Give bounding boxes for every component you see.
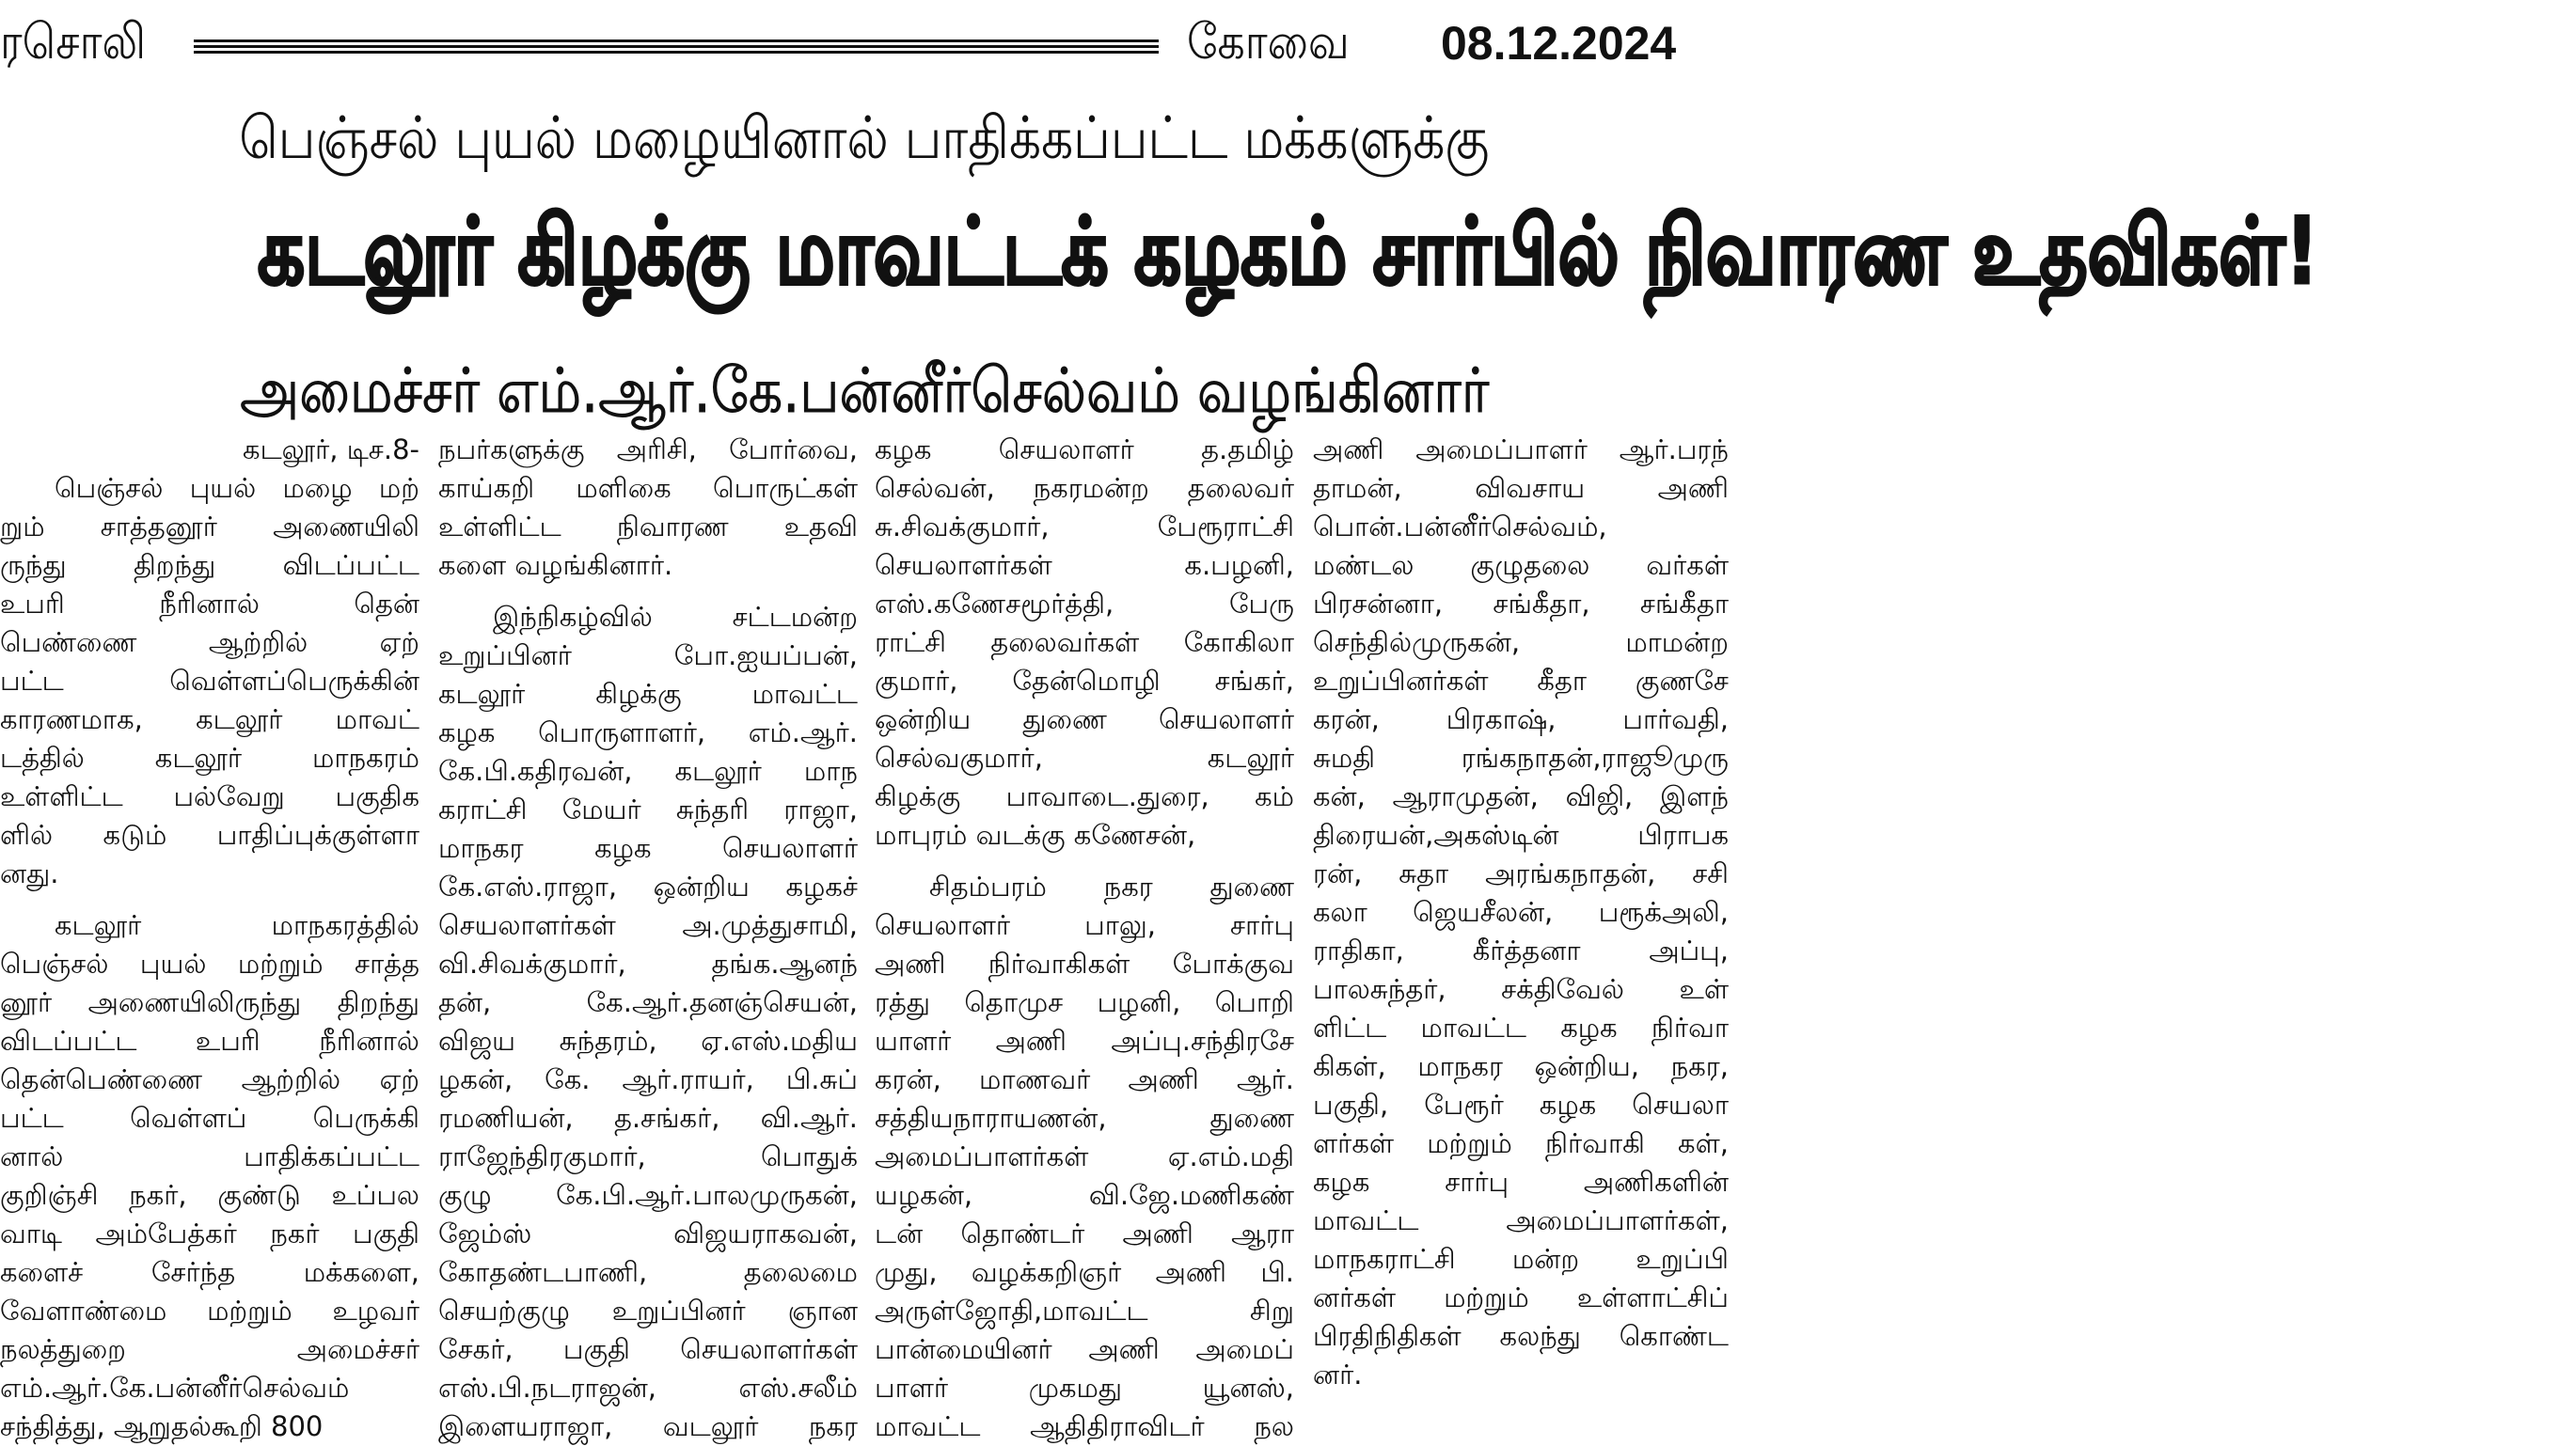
article-line: கோதண்டபாணி, தலைமை (438, 1256, 858, 1288)
article-line: கழக பொருளாளர், எம்.ஆர். (438, 716, 858, 748)
article-line: கரன், பிரகாஷ், பார்வதி, (1313, 703, 1729, 735)
article-line: பிரசன்னா, சங்கீதா, சங்கீதா (1313, 588, 1729, 620)
article-line: செயலாளர்கள் க.பழனி, (875, 549, 1294, 581)
masthead-rule (194, 39, 1159, 54)
article-line: இளையராஜா, வடலூர் நகர (438, 1410, 858, 1442)
article-line: செயற்குழு உறுப்பினர் ஞான (438, 1295, 858, 1327)
article-line: களை வழங்கினார். (438, 549, 673, 581)
article-line: ராஜேந்திரகுமார், பொதுக் (438, 1140, 858, 1172)
article-line: ளர்கள் மற்றும் நிர்வாகி கள், (1313, 1127, 1729, 1159)
paper-name: ரசொலி (0, 14, 147, 71)
article-column-1 (0, 431, 419, 1446)
headline-sub-text: அமைச்சர் எம்.ஆர்.கே.பன்னீர்செல்வம் வழங்கினார் (239, 354, 1490, 427)
article-line: ராட்சி தலைவர்கள் கோகிலா (875, 626, 1294, 658)
article-line: கலா ஜெயசீலன், பரூக்அலி, (1313, 896, 1729, 928)
article-line: ரன், சுதா அரங்கநாதன், சசி (1313, 857, 1729, 889)
article-line: மாநகராட்சி மன்ற உறுப்பி (1313, 1243, 1729, 1275)
article-line: பாளர் முகமது யூனஸ், (875, 1372, 1294, 1404)
article-line: ரத்து தொமுச பழனி, பொறி (875, 986, 1294, 1018)
article-line: அணி அமைப்பாளர் ஆர்.பரந் (1313, 433, 1729, 465)
article-line: செல்வகுமார், கடலூர் (875, 742, 1294, 774)
article-line: மாவட்ட அமைப்பாளர்கள், (1313, 1204, 1729, 1236)
article-line: பாலசுந்தர், சக்திவேல் உள் (1313, 973, 1729, 1005)
article-line: னர்கள் மற்றும் உள்ளாட்சிப் (1313, 1281, 1729, 1313)
article-line: குழு கே.பி.ஆர்.பாலமுருகன், (438, 1179, 858, 1211)
article-line: பெஞ்சல் புயல் மற்றும் சாத்த (0, 948, 419, 980)
article-line: கே.பி.கதிரவன், கடலூர் மாந (438, 755, 858, 787)
article-line: குமார், தேன்மொழி சங்கர், (875, 665, 1294, 697)
headline-main (0, 191, 2319, 313)
article-line: கடலூர் மாநகரத்தில் (55, 909, 419, 941)
article-line: அணி நிர்வாகிகள் போக்குவ (875, 948, 1294, 980)
headline-main-text: கடலூர் கிழக்கு மாவட்டக் கழகம் சார்பில் நிவாரண உதவிகள்! (257, 198, 2319, 306)
article-line: செந்தில்முருகன், மாமன்ற (1313, 626, 1729, 658)
article-line: சந்தித்து, ஆறுதல்கூறி 800 (0, 1410, 324, 1442)
article-line: திரையன்,அகஸ்டின் பிராபக (1313, 819, 1729, 851)
article-line: ஜேம்ஸ் விஜயராகவன், (438, 1218, 858, 1250)
article-line: கடலூர் கிழக்கு மாவட்ட (438, 678, 858, 710)
article-line: காய்கறி மளிகை பொருட்கள் (438, 472, 858, 504)
article-line: கிழக்கு பாவாடை.துரை, கம் (875, 780, 1294, 812)
article-line: டன் தொண்டர் அணி ஆரா (875, 1218, 1294, 1250)
article-line: உறுப்பினர்கள் கீதா குணசே (1313, 665, 1729, 697)
article-line: முது, வழக்கறிஞர் அணி பி. (875, 1256, 1294, 1288)
article-line: கே.எஸ்.ராஜா, ஒன்றிய கழகச் (438, 871, 858, 903)
article-line: தன், கே.ஆர்.தனஞ்செயன், (438, 986, 858, 1018)
article-column-3 (875, 431, 1294, 1446)
article-line: யாளர் அணி அப்பு.சந்திரசே (875, 1025, 1294, 1057)
article-line: மாவட்ட ஆதிதிராவிடர் நல (875, 1410, 1294, 1442)
article-column-2 (438, 431, 858, 1446)
article-line: வேளாண்மை மற்றும் உழவர் (0, 1295, 419, 1327)
article-line: றும் சாத்தனூர் அணையிலி (0, 511, 419, 542)
article-line: விஜய சுந்தரம், ஏ.எஸ்.மதிய (438, 1025, 858, 1057)
article-line: சிதம்பரம் நகர துணை (929, 871, 1294, 903)
article-line: சேகர், பகுதி செயலாளர்கள் (438, 1333, 858, 1365)
article-line: னர். (1313, 1359, 1363, 1391)
article-line: ளில் கடும் பாதிப்புக்குள்ளா (0, 819, 419, 851)
article-line: பிரதிநிதிகள் கலந்து கொண்ட (1313, 1320, 1729, 1352)
headline-kicker-text: பெஞ்சல் புயல் மழையினால் பாதிக்கப்பட்ட மக்களுக்கு (239, 103, 1490, 172)
article-line: பட்ட வெள்ளப் பெருக்கி (0, 1102, 419, 1134)
article-line: நபர்களுக்கு அரிசி, போர்வை, (438, 433, 858, 465)
article-column-4 (1313, 431, 1729, 1394)
article-line: கிகள், மாநகர ஒன்றிய, நகர, (1313, 1050, 1729, 1082)
article-line: கன், ஆராமுதன், விஜி, இளந் (1313, 780, 1729, 812)
article-line: செயலாளர்கள் அ.முத்துசாமி, (438, 909, 858, 941)
article-line: காரணமாக, கடலூர் மாவட் (0, 703, 419, 735)
article-line: சு.சிவக்குமார், பேரூராட்சி (875, 511, 1294, 542)
article-line: மண்டல குழுதலை வர்கள் (1313, 549, 1729, 581)
headline-kicker (0, 100, 1729, 177)
article-line: பகுதி, பேரூர் கழக செயலா (1313, 1089, 1729, 1121)
article-line: அமைப்பாளர்கள் ஏ.எம்.மதி (875, 1140, 1294, 1172)
article-line: உபரி நீரினால் தென் (0, 588, 419, 620)
article-line: விடப்பட்ட உபரி நீரினால் (0, 1025, 419, 1057)
masthead (0, 8, 1729, 83)
article-line: வாடி அம்பேத்கர் நகர் பகுதி (0, 1218, 419, 1250)
article-line: கடலூர், டிச.8- (243, 433, 419, 465)
article-line: இந்நிகழ்வில் சட்டமன்ற (493, 601, 858, 633)
article-line: பான்மையினர் அணி அமைப் (875, 1333, 1294, 1365)
article-line: னது. (0, 857, 59, 889)
article-line: யழகன், வி.ஜே.மணிகண் (875, 1179, 1294, 1211)
article-line: எம்.ஆர்.கே.பன்னீர்செல்வம் (0, 1372, 350, 1404)
article-line: கழக செயலாளர் த.தமிழ் (875, 433, 1294, 465)
headline-sub (0, 351, 1729, 432)
article-line: னால் பாதிக்கப்பட்ட (0, 1140, 419, 1172)
article-line: கராட்சி மேயர் சுந்தரி ராஜா, (438, 794, 858, 825)
article-line: உள்ளிட்ட நிவாரண உதவி (438, 511, 858, 542)
article-line: செல்வன், நகரமன்ற தலைவர் (875, 472, 1294, 504)
article-line: தென்பெண்ணை ஆற்றில் ஏற் (0, 1063, 419, 1095)
article-line: செயலாளர் பாலு, சார்பு (875, 909, 1294, 941)
article-line: பெண்ணை ஆற்றில் ஏற் (0, 626, 419, 658)
article-line: னூர் அணையிலிருந்து திறந்து (0, 986, 419, 1018)
article-line: எஸ்.கணேசமூர்த்தி, பேரு (875, 588, 1294, 620)
article-body (0, 431, 1729, 1442)
article-line: மாநகர கழக செயலாளர் (438, 832, 858, 864)
article-line: உறுப்பினர் போ.ஐயப்பன், (438, 639, 858, 671)
article-line: கரன், மாணவர் அணி ஆர். (875, 1063, 1294, 1095)
edition-city: கோவை (1187, 14, 1350, 71)
article-line: தாமன், விவசாய அணி (1313, 472, 1729, 504)
article-line: ரமணியன், த.சங்கர், வி.ஆர். (438, 1102, 858, 1134)
article-line: குறிஞ்சி நகர், குண்டு உப்பல (0, 1179, 419, 1211)
edition-date: 08.12.2024 (1441, 17, 1677, 70)
article-line: ஒன்றிய துணை செயலாளர் (875, 703, 1294, 735)
article-line: வி.சிவக்குமார், தங்க.ஆனந் (438, 948, 858, 980)
article-line: அருள்ஜோதி,மாவட்ட சிறு (875, 1295, 1294, 1327)
article-line: ருந்து திறந்து விடப்பட்ட (0, 549, 419, 581)
article-line: சத்தியநாராயணன், துணை (875, 1102, 1294, 1134)
article-line: எஸ்.பி.நடராஜன், எஸ்.சலீம் (438, 1372, 858, 1404)
article-line: டத்தில் கடலூர் மாநகரம் (0, 742, 419, 774)
article-line: ளிட்ட மாவட்ட கழக நிர்வா (1313, 1012, 1729, 1044)
article-line: ழகன், கே. ஆர்.ராயர், பி.சுப் (438, 1063, 858, 1095)
article-line: சுமதி ரங்கநாதன்,ராஜூமுரு (1313, 742, 1729, 774)
article-line: களைச் சேர்ந்த மக்களை, (0, 1256, 419, 1288)
article-line: நலத்துறை அமைச்சர் (0, 1333, 419, 1365)
article-line: மாபுரம் வடக்கு கணேசன், (875, 819, 1196, 851)
article-line: உள்ளிட்ட பல்வேறு பகுதிக (0, 780, 419, 812)
article-line: கழக சார்பு அணிகளின் (1313, 1166, 1729, 1198)
article-line: ராதிகா, கீர்த்தனா அப்பு, (1313, 935, 1729, 967)
article-line: பெஞ்சல் புயல் மழை மற் (55, 472, 419, 504)
article-line: பட்ட வெள்ளப்பெருக்கின் (0, 665, 419, 697)
article-line: பொன்.பன்னீர்செல்வம், (1313, 511, 1607, 542)
